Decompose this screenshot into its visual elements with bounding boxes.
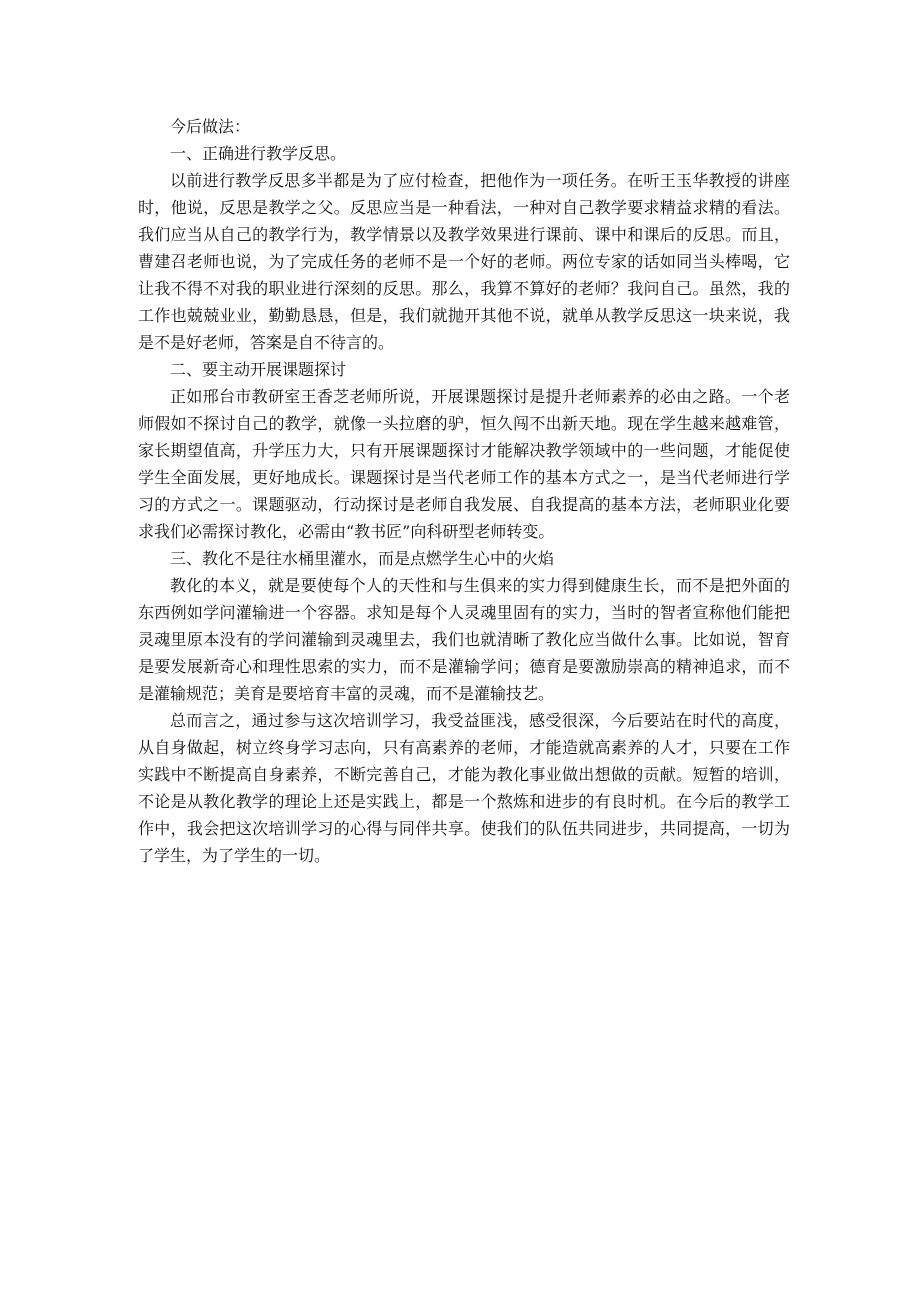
section1-body: 以前进行教学反思多半都是为了应付检查，把他作为一项任务。在听王玉华教授的讲座时，他说，反思是教学之父。反思应当是一种看法，一种对自己教学要求精益求精的看法。我们应当从自己的教学行为，教学情景以及教学效果进行课前、课中和课后的反思。而且，曹建召老师也说，为了完成任务的老师不是一个好的老师。两位专家的话如同当头棒喝，它让我不得不对我的职业进行深刻的反思。那么，我算不算好的老师？我问自己。虽然，我的工作也兢兢业业，勤勤恳恳，但是，我们就抛开其他不说，就单从教学反思这一块来说，我是不是好老师，答案是自不待言的。 — [138, 171, 790, 352]
section2-body: 正如邢台市教研室王香芝老师所说，开展课题探讨是提升老师素养的必由之路。一个老师假如不探讨自己的教学，就像一头拉磨的驴，恒久闯不出新天地。现在学生越来越难管，家长期望值高，升学压力大，只有开展课题探讨才能解决教学领域中的一些问题，才能促使学生全面发展，更好地成长。课题探讨是当代老师工作的基本方式之一，是当代老师进行学习的方式之一。课题驱动，行动探讨是老师自我发展、自我提高的基本方法，老师职业化要求我们必需探讨教化，必需由“教书匠”向科研型老师转变。 — [138, 387, 790, 541]
section1-heading: 一、正确进行教学反思。 — [170, 144, 347, 163]
conclusion-body: 总而言之，通过参与这次培训学习，我受益匪浅，感受很深，今后要站在时代的高度，从自身做起，树立终身学习志向，只有高素养的老师，才能造就高素养的人才，只要在工作实践中不断提高自身素养，不断完善自己，才能为教化事业做出想做的贡献。短暂的培训，不论是从教化教学的理论上还是实践上，都是一个熬炼和进步的有良时机。在今后的教学工作中，我会把这次培训学习的心得与同伴共享。使我们的队伍共同进步，共同提高，一切为了学生，为了学生的一切。 — [138, 711, 790, 865]
section3-body: 教化的本义，就是要使每个人的天性和与生俱来的实力得到健康生长，而不是把外面的东西例如学问灌输进一个容器。求知是每个人灵魂里固有的实力，当时的智者宣称他们能把灵魂里原本没有的学问灌输到灵魂里去，我们也就清晰了教化应当做什么事。比如说，智育是要发展新奇心和理性思索的实力，而不是灌输学问；德育是要激励崇高的精神追求，而不是灌输规范；美育是要培育丰富的灵魂，而不是灌输技艺。 — [138, 576, 790, 703]
section3-heading: 三、教化不是往水桶里灌水，而是点燃学生心中的火焰 — [170, 549, 555, 568]
intro-heading: 今后做法： — [170, 117, 251, 136]
document-page — [138, 113, 790, 869]
section2-heading: 二、要主动开展课题探讨 — [170, 360, 347, 379]
